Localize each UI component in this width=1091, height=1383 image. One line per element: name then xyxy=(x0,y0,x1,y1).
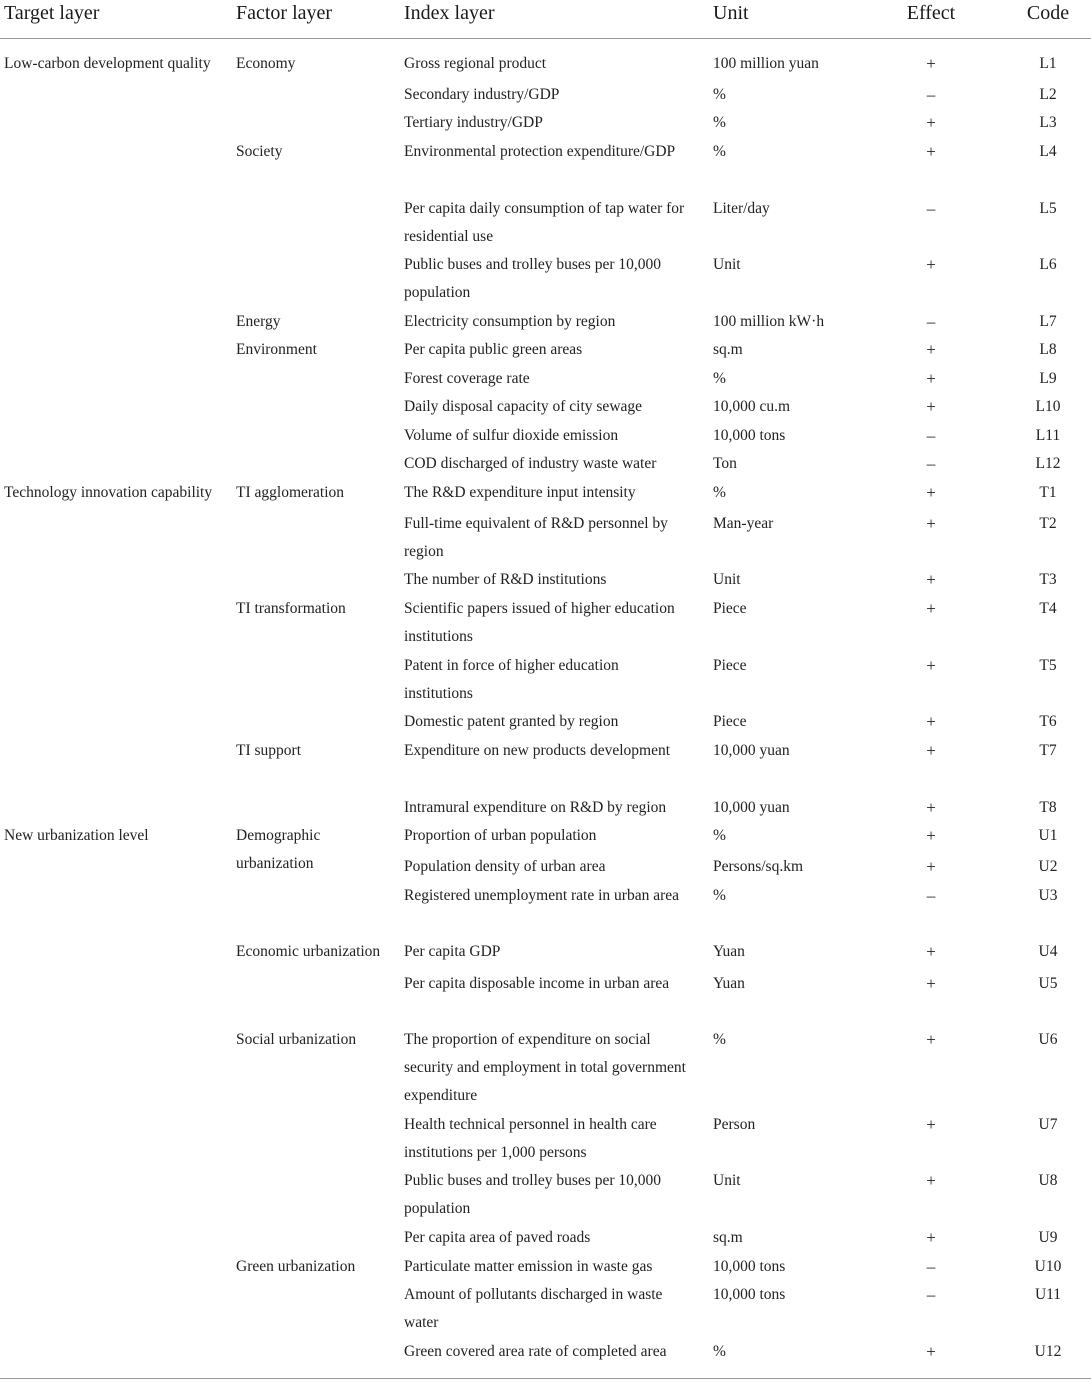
effect-cell: + xyxy=(926,942,936,961)
effect-cell: + xyxy=(926,54,936,73)
effect-cell: + xyxy=(926,1228,936,1247)
code-cell: U9 xyxy=(1038,1229,1058,1246)
factor-cell: Economy xyxy=(236,55,296,72)
effect-cell: + xyxy=(926,340,936,359)
unit-cell: Yuan xyxy=(713,943,745,960)
effect-cell: + xyxy=(926,656,936,675)
index-cell: The proportion of expenditure on social security and employment in total government expenditure xyxy=(404,1031,686,1104)
effect-cell: + xyxy=(926,255,936,274)
index-cell: Domestic patent granted by region xyxy=(404,713,619,730)
unit-cell: Persons/sq.km xyxy=(713,858,803,875)
unit-cell: % xyxy=(713,1343,726,1360)
index-cell: Particulate matter emission in waste gas xyxy=(404,1258,653,1275)
effect-cell: + xyxy=(926,857,936,876)
effect-cell: – xyxy=(926,454,936,473)
unit-cell: sq.m xyxy=(713,341,743,358)
effect-cell: + xyxy=(926,599,936,618)
unit-cell: % xyxy=(713,484,726,501)
index-cell: Full-time equivalent of R&D personnel by region xyxy=(404,515,668,560)
index-cell: The number of R&D institutions xyxy=(404,571,607,588)
index-cell: Electricity consumption by region xyxy=(404,313,616,330)
code-cell: T2 xyxy=(1039,515,1057,532)
effect-cell: + xyxy=(926,1030,936,1049)
effect-cell: + xyxy=(926,826,936,845)
code-cell: U4 xyxy=(1038,943,1058,960)
code-cell: L10 xyxy=(1035,398,1061,415)
unit-cell: % xyxy=(713,114,726,131)
unit-cell: 10,000 tons xyxy=(713,1286,786,1303)
code-cell: L3 xyxy=(1039,114,1057,131)
index-cell: Green covered area rate of completed area xyxy=(404,1343,667,1360)
index-cell: Registered unemployment rate in urban area xyxy=(404,887,680,904)
index-cell: The R&D expenditure input intensity xyxy=(404,484,636,501)
header-factor-layer: Factor layer xyxy=(236,2,333,24)
index-cell: Amount of pollutants discharged in waste water xyxy=(404,1286,663,1331)
effect-cell: – xyxy=(926,312,936,331)
unit-cell: % xyxy=(713,370,726,387)
code-cell: T1 xyxy=(1039,484,1057,501)
code-cell: L6 xyxy=(1039,256,1057,273)
index-cell: Secondary industry/GDP xyxy=(404,86,560,103)
index-cell: Per capita daily consumption of tap water for residential use xyxy=(404,200,685,245)
factor-cell: Economic urbanization xyxy=(236,943,381,960)
code-cell: U1 xyxy=(1038,827,1058,844)
effect-cell: – xyxy=(926,199,936,218)
effect-cell: + xyxy=(926,1171,936,1190)
code-cell: U12 xyxy=(1034,1343,1062,1360)
index-cell: Per capita disposable income in urban area xyxy=(404,975,670,992)
code-cell: L5 xyxy=(1039,200,1057,217)
unit-cell: 10,000 cu.m xyxy=(713,398,791,415)
index-cell: Volume of sulfur dioxide emission xyxy=(404,427,619,444)
unit-cell: Person xyxy=(713,1116,756,1133)
unit-cell: % xyxy=(713,827,726,844)
index-cell: Proportion of urban population xyxy=(404,827,597,844)
index-cell: Patent in force of higher education institutions xyxy=(404,657,619,702)
header-rule xyxy=(0,38,1091,39)
effect-cell: – xyxy=(926,426,936,445)
effect-cell: + xyxy=(926,113,936,132)
code-cell: L11 xyxy=(1035,427,1061,444)
index-cell: Expenditure on new products development xyxy=(404,742,671,759)
code-cell: T6 xyxy=(1039,713,1057,730)
unit-cell: 100 million kW·h xyxy=(713,313,825,330)
factor-cell: TI agglomeration xyxy=(236,484,345,501)
code-cell: T3 xyxy=(1039,571,1057,588)
header-unit: Unit xyxy=(713,2,749,24)
index-cell: Tertiary industry/GDP xyxy=(404,114,543,131)
code-cell: L9 xyxy=(1039,370,1057,387)
effect-cell: + xyxy=(926,1342,936,1361)
factor-cell: Environment xyxy=(236,341,317,358)
factor-cell: Energy xyxy=(236,313,281,330)
index-cell: Per capita GDP xyxy=(404,943,501,960)
unit-cell: 100 million yuan xyxy=(713,55,819,72)
factor-cell: TI support xyxy=(236,742,302,759)
code-cell: U2 xyxy=(1038,858,1058,875)
factor-cell: Society xyxy=(236,143,283,160)
unit-cell: Unit xyxy=(713,1172,741,1189)
effect-cell: – xyxy=(926,886,936,905)
unit-cell: Liter/day xyxy=(713,200,770,217)
effect-cell: + xyxy=(926,397,936,416)
index-cell: Per capita public green areas xyxy=(404,341,583,358)
factor-cell: TI transformation xyxy=(236,600,346,617)
code-cell: U5 xyxy=(1038,975,1058,992)
factor-cell: Social urbanization xyxy=(236,1031,357,1048)
code-cell: T7 xyxy=(1039,742,1057,759)
index-cell: Scientific papers issued of higher education institutions xyxy=(404,600,675,645)
code-cell: T5 xyxy=(1039,657,1057,674)
header-effect: Effect xyxy=(906,2,956,24)
unit-cell: 10,000 tons xyxy=(713,427,786,444)
code-cell: L2 xyxy=(1039,86,1057,103)
unit-cell: sq.m xyxy=(713,1229,743,1246)
index-cell: Public buses and trolley buses per 10,000 population xyxy=(404,1172,662,1217)
effect-cell: + xyxy=(926,1115,936,1134)
unit-cell: % xyxy=(713,1031,726,1048)
unit-cell: 10,000 yuan xyxy=(713,742,790,759)
effect-cell: + xyxy=(926,712,936,731)
code-cell: U3 xyxy=(1038,887,1058,904)
code-cell: T8 xyxy=(1039,799,1057,816)
footer-rule xyxy=(0,1378,1091,1379)
index-cell: Environmental protection expenditure/GDP xyxy=(404,143,676,160)
unit-cell: Yuan xyxy=(713,975,745,992)
index-cell: Population density of urban area xyxy=(404,858,606,875)
effect-cell: – xyxy=(926,85,936,104)
effect-cell: + xyxy=(926,974,936,993)
code-cell: U10 xyxy=(1034,1258,1062,1275)
factor-cell: Demographic urbanization xyxy=(236,827,321,872)
code-cell: L1 xyxy=(1039,55,1057,72)
unit-cell: % xyxy=(713,143,726,160)
index-cell: Health technical personnel in health care institutions per 1,000 persons xyxy=(404,1116,657,1161)
code-cell: T4 xyxy=(1039,600,1057,617)
effect-cell: + xyxy=(926,483,936,502)
code-cell: U8 xyxy=(1038,1172,1058,1189)
unit-cell: 10,000 yuan xyxy=(713,799,790,816)
unit-cell: Ton xyxy=(713,455,737,472)
header-target-layer: Target layer xyxy=(4,2,100,24)
effect-cell: – xyxy=(926,1257,936,1276)
index-cell: Public buses and trolley buses per 10,000 population xyxy=(404,256,662,301)
index-cell: Gross regional product xyxy=(404,55,547,72)
index-cell: Daily disposal capacity of city sewage xyxy=(404,398,643,415)
unit-cell: Unit xyxy=(713,256,741,273)
code-cell: L7 xyxy=(1039,313,1057,330)
unit-cell: % xyxy=(713,86,726,103)
code-cell: U6 xyxy=(1038,1031,1058,1048)
effect-cell: + xyxy=(926,741,936,760)
code-cell: U11 xyxy=(1034,1286,1062,1303)
target-cell: Technology innovation capability xyxy=(4,484,213,501)
factor-cell: Green urbanization xyxy=(236,1258,356,1275)
effect-cell: – xyxy=(926,1285,936,1304)
effect-cell: + xyxy=(926,798,936,817)
unit-cell: Piece xyxy=(713,657,747,674)
target-cell: Low-carbon development quality xyxy=(4,55,211,72)
header-index-layer: Index layer xyxy=(404,2,495,24)
unit-cell: Piece xyxy=(713,600,747,617)
unit-cell: % xyxy=(713,887,726,904)
unit-cell: Piece xyxy=(713,713,747,730)
index-cell: Intramural expenditure on R&D by region xyxy=(404,799,667,816)
code-cell: L12 xyxy=(1035,455,1061,472)
index-cell: Per capita area of paved roads xyxy=(404,1229,591,1246)
code-cell: U7 xyxy=(1038,1116,1058,1133)
effect-cell: + xyxy=(926,369,936,388)
header-code: Code xyxy=(1026,2,1070,24)
effect-cell: + xyxy=(926,570,936,589)
unit-cell: Man-year xyxy=(713,515,774,532)
effect-cell: + xyxy=(926,142,936,161)
unit-cell: 10,000 tons xyxy=(713,1258,786,1275)
code-cell: L8 xyxy=(1039,341,1057,358)
index-cell: Forest coverage rate xyxy=(404,370,530,387)
unit-cell: Unit xyxy=(713,571,741,588)
target-cell: New urbanization level xyxy=(4,827,149,844)
effect-cell: + xyxy=(926,514,936,533)
code-cell: L4 xyxy=(1039,143,1057,160)
index-cell: COD discharged of industry waste water xyxy=(404,455,657,472)
